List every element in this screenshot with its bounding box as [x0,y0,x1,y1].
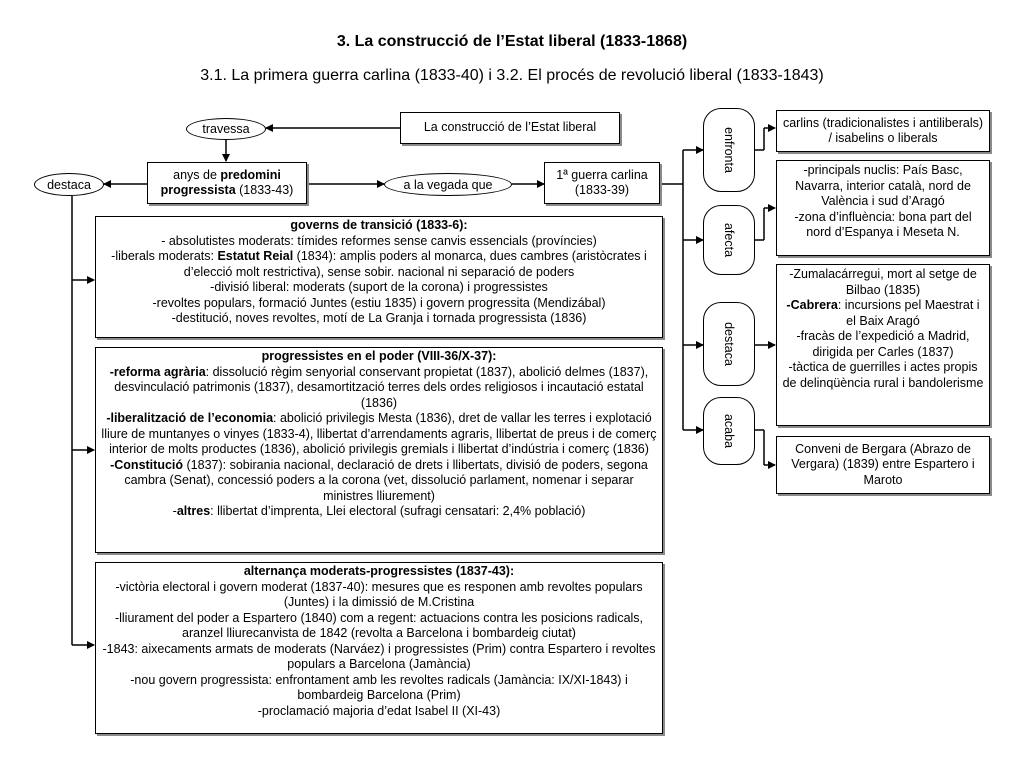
node-anys-text-a: anys de [173,167,221,182]
box-governs-transicio [95,216,663,338]
page-title: 3. La construcció de l’Estat liberal (1833-1868) [336,33,688,50]
alternanca-line5: -proclamació majoria d’edat Isabel II (XI-43) [257,703,501,718]
node-travessa-label: travessa [202,122,250,136]
node-vegada-label: a la vegada que [403,177,493,192]
node-destaca-right-label: destaca [722,322,736,366]
progressistes-d-text: : llibertat d’imprenta, Llei electoral (sufragi censatari: 2,4% població) [210,504,586,518]
alternanca-title: alternança moderats-progressistes (1837-43): [243,564,515,578]
box-personatges [776,264,990,426]
node-destaca-right [703,302,755,386]
node-acaba [703,397,755,465]
governs-line5: -destitució, noves revoltes, motí de La Granja i tornada progressista (1836) [171,311,587,325]
node-anys-text-d: (1833-43) [235,183,294,197]
node-destaca-left-label: destaca [47,177,91,192]
box-progressistes-poder [95,347,663,553]
governs-line2a: -liberals moderats: [111,249,218,263]
governs-title: governs de transició (1833-6): [290,218,468,232]
governs-line4: -revoltes populars, formació Juntes (estiu 1835) i govern progressita (Mendizábal) [152,295,606,310]
governs-line2c: (1834): amplis poders al monarca, dues cambres (aristòcrates i d’elecció molt restrictiva), sense sobir. nacional ni separació de poders [183,249,647,279]
progressistes-b-text: : abolició privilegis Mesta (1836), dret de vallar les terres i explotació lliure de muntanyes o vinyes (1833-4), llibertat d’arrendaments agraris, llibertat de preus i de comerç interior de molts productes (1836), abolició privilegis gremials i llibertat d’indústria i comerç (1836) [101,411,657,456]
progressistes-c-text: (1837): sobirania nacional, declaració de drets i llibertats, divisió de poders, segona cambra (Senat), concessió poders a la corona (vet, dissolució parlament, nomenar i separar ministres lliurement) [124,457,648,503]
node-enfronta [703,108,755,192]
box-zuma-line1: -Zumalacárregui, mort al setge de Bilbao (1835) [789,267,977,297]
box-bergara-text: Conveni de Bergara (Abrazo de Vergara) (1839) entre Espartero i Maroto [791,441,975,487]
node-enfronta-label: enfronta [722,127,736,173]
node-guerra-line2: (1833-39) [574,183,630,197]
alternanca-line2: -lliurament del poder a Espartero (1840) com a regent: actuacions contra les posicions radicals, aranzel lliurecanvista de 1842 (revolta a Barcelona i bombardeig ciutat) [114,610,644,640]
box-zuma-line4: -tàctica de guerrilles i actes propis de delinqüència rural i bandolerisme [782,360,984,390]
node-estat-liberal-label: La construcció de l’Estat liberal [423,120,597,135]
node-afecta [703,205,755,275]
node-anys-text-c: progressista [160,183,236,197]
progressistes-c-head: -Constitució [110,457,184,472]
node-guerra-carlina [544,162,660,204]
page-subtitle: 3.1. La primera guerra carlina (1833-40) i 3.2. El procés de revolució liberal (1833-1843) [200,67,824,84]
node-anys-text-b: predomini [220,167,281,182]
box-nuclis-line1: -principals nuclis: País Basc, Navarra, interior català, nord de València i sud d’Aragó [795,163,971,208]
box-carlins [776,110,990,152]
progressistes-a-head: -reforma agrària [109,364,206,379]
box-bergara [776,436,990,494]
progressistes-b-head: -liberalització de l’economia [106,411,274,425]
node-afecta-label: afecta [722,222,736,258]
node-estat-liberal [400,112,620,144]
node-destaca-left [34,173,104,196]
box-carlins-text: carlins (tradicionalistes i antiliberals) / isabelins o liberals [782,115,984,145]
box-nuclis-line2: -zona d’influència: bona part del nord d’Espanya i Meseta N. [794,209,972,239]
box-alternanca [95,562,663,734]
node-guerra-line1: 1ª guerra carlina [556,167,648,182]
governs-line1: - absolutistes moderats: tímides reformes sense canvis essencials (províncies) [161,233,597,248]
box-zuma-line3: -fracàs de l’expedició a Madrid, dirigida per Carles (1837) [796,329,970,359]
node-anys-predomini [147,162,307,204]
box-nuclis [776,160,990,256]
node-vegada [384,173,512,196]
progressistes-d-dash: - [172,504,177,518]
alternanca-line1: -victòria electoral i govern moderat (1837-40): mesures que es responen amb revoltes populars (Juntes) i la dimissió de M.Cristina [115,579,643,609]
progressistes-d-head: altres [176,504,211,518]
progressistes-title: progressistes en el poder (VIII-36/X-37): [261,349,497,363]
node-travessa [186,118,266,140]
node-acaba-label: acaba [722,413,736,449]
governs-line2b: Estatut Reial [217,249,294,263]
alternanca-line4: -nou govern progressista: enfrontament amb les revoltes radicals (Jamància: IX/XI-1843) i bombardeig Barcelona (Prim) [130,672,628,702]
governs-line3: -divisió liberal: moderats (suport de la corona) i progressistes [210,280,548,294]
progressistes-a-text: : dissolució règim senyorial conservant propietat (1837), abolició delmes (1837), desvinculació patrimonis (1837), desamortització terres dels ordes religiosos i incautació estatal (1836) [114,364,649,410]
box-zuma-line2a: -Cabrera [786,298,838,312]
alternanca-line3: -1843: aixecaments armats de moderats (Narváez) i progressistes (Prim) contra Espartero i revoltes populars a Barcelona (Jamància) [102,641,656,671]
box-zuma-line2b: : incursions pel Maestrat i el Baix Aragó [837,298,980,328]
